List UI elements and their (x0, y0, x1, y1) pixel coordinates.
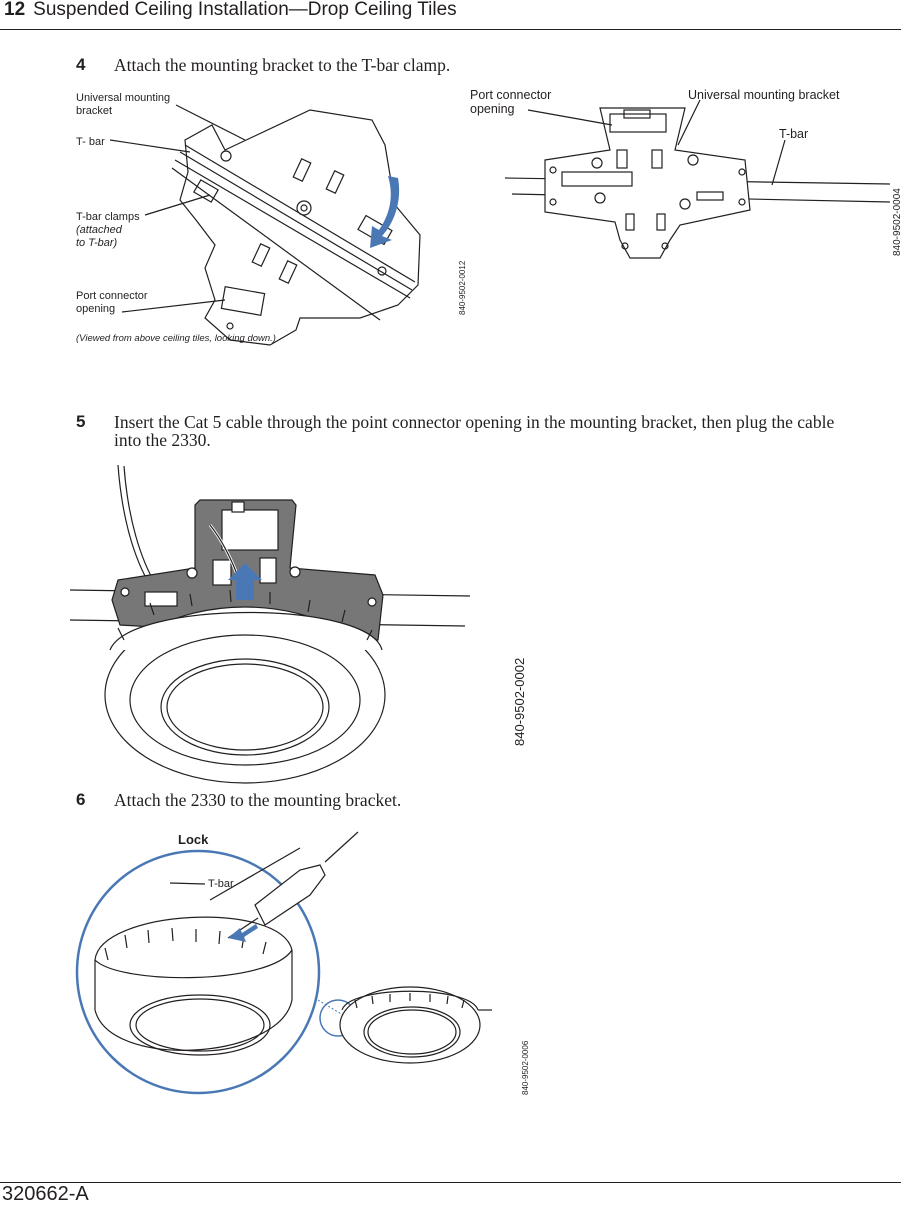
fig1-label-clamps-line1: T-bar clamps (76, 211, 140, 223)
fig2-label-port-line2: opening (470, 102, 515, 116)
fig4-figure-id: 840-9502-0006 (521, 1040, 530, 1095)
page-number: 12 (4, 0, 26, 20)
fig1-caption: (Viewed from above ceiling tiles, looking down.) (76, 333, 276, 344)
fig1-label-clamps-line2: (attached (76, 224, 122, 236)
step-6-text: Attach the 2330 to the mounting bracket. (114, 790, 402, 810)
step-6-number: 6 (76, 790, 86, 809)
step-4-number: 4 (76, 55, 86, 74)
chapter-title: Suspended Ceiling Installation—Drop Ceiling Tiles (33, 0, 457, 20)
fig1-label-umb-line2: bracket (76, 105, 113, 117)
fig1-figure-id: 840-9502-0012 (458, 260, 467, 315)
fig4-label-lock: Lock (178, 832, 209, 847)
fig2-figure-id: 840-9502-0004 (892, 188, 903, 256)
step-5-number: 5 (76, 412, 86, 431)
fig1-label-port-line2: opening (76, 303, 116, 315)
fig3-figure-id: 840-9502-0002 (512, 657, 527, 746)
fig1-label-port-line1: Port connector (76, 290, 148, 302)
footer-rule (0, 1182, 901, 1183)
fig1-label-clamps-line3: to T-bar) (76, 237, 118, 249)
step-4-text: Attach the mounting bracket to the T-bar clamp. (114, 55, 451, 75)
fig2-label-umb: Universal mounting bracket (688, 88, 840, 102)
fig1-label-tbar: T- bar (76, 136, 105, 148)
step-5-text-line1: Insert the Cat 5 cable through the point connector opening in the mounting bracket, then plug the cable (114, 412, 835, 432)
fig2-label-port-line1: Port connector (470, 88, 552, 102)
fig1-label-umb-line1: Universal mounting (76, 92, 171, 104)
fig2-label-tbar: T-bar (779, 127, 809, 141)
step-5-text-line2: into the 2330. (114, 430, 211, 450)
document-id: 320662-A (2, 1183, 89, 1205)
fig4-label-tbar: T-bar (208, 878, 234, 890)
